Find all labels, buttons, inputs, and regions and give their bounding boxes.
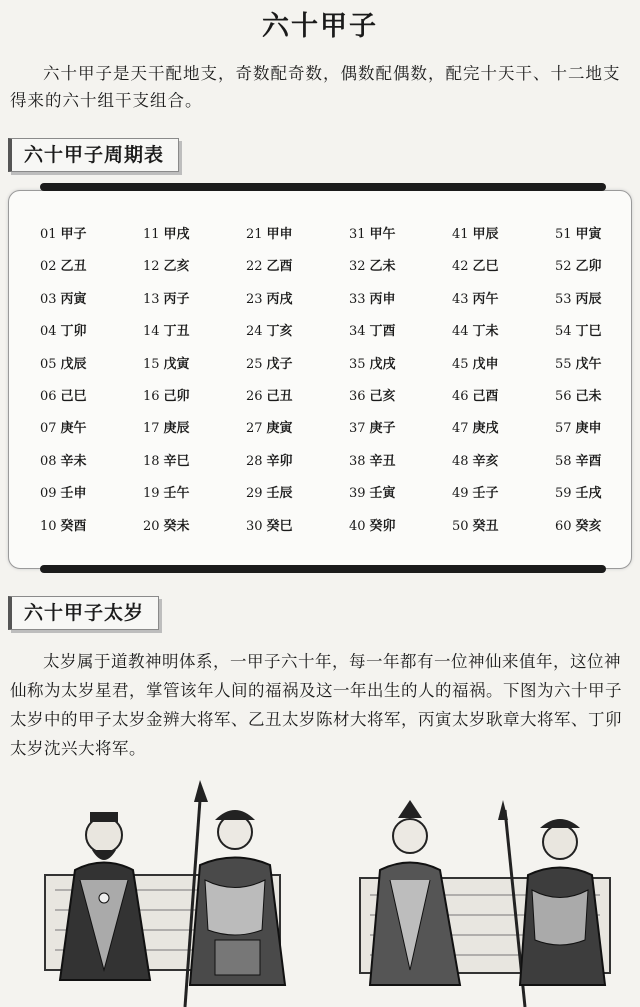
ganzhi-name: 庚子 — [369, 421, 396, 437]
ganzhi-number: 58 — [555, 453, 572, 469]
ganzhi-name: 己亥 — [369, 388, 396, 404]
ganzhi-name: 庚寅 — [266, 421, 293, 437]
ganzhi-name: 癸卯 — [369, 518, 396, 534]
ganzhi-number: 40 — [349, 518, 366, 534]
ganzhi-number: 22 — [246, 259, 263, 275]
ganzhi-name: 壬戌 — [575, 486, 602, 502]
ganzhi-cell — [143, 290, 246, 322]
ganzhi-number: 39 — [349, 486, 366, 502]
ganzhi-name: 壬寅 — [369, 486, 396, 502]
ganzhi-name: 癸巳 — [266, 518, 293, 534]
ganzhi-number: 26 — [246, 388, 263, 404]
ganzhi-number: 34 — [349, 324, 366, 340]
ganzhi-number: 46 — [452, 388, 469, 404]
ganzhi-cell — [349, 517, 452, 549]
ganzhi-number: 08 — [40, 453, 57, 469]
ganzhi-number: 16 — [143, 388, 160, 404]
ganzhi-cell — [452, 387, 555, 419]
ganzhi-name: 乙酉 — [266, 259, 293, 275]
ganzhi-number: 21 — [246, 227, 263, 242]
ganzhi-name: 丙午 — [472, 291, 499, 307]
ganzhi-number: 30 — [246, 518, 263, 534]
ganzhi-number: 10 — [40, 518, 57, 534]
section-heading-taisui: 六十甲子太岁 — [8, 596, 159, 630]
ganzhi-cell — [40, 484, 143, 516]
ganzhi-cell — [246, 517, 349, 549]
ganzhi-number: 20 — [143, 518, 160, 534]
ganzhi-cell — [452, 419, 555, 451]
taisui-paragraph — [10, 647, 635, 763]
ganzhi-cell — [555, 517, 640, 549]
ganzhi-number: 55 — [555, 356, 572, 372]
ganzhi-number: 52 — [555, 259, 572, 275]
ganzhi-cell — [40, 257, 143, 289]
general-figure-1 — [60, 812, 150, 980]
taisui-generals-illustration — [0, 770, 640, 1007]
ganzhi-cell — [143, 452, 246, 484]
ganzhi-name: 丙戌 — [266, 291, 293, 307]
ganzhi-cell — [555, 290, 640, 322]
table-bottom-bar — [40, 565, 606, 573]
ganzhi-name: 己酉 — [472, 388, 499, 404]
ganzhi-name: 乙巳 — [472, 259, 499, 275]
ganzhi-cell — [349, 452, 452, 484]
ganzhi-cell — [246, 290, 349, 322]
intro-paragraph: 六十甲子是天干配地支，奇数配奇数，偶数配偶数，配完十天干、十二地支得来的六十组干支组合。 — [10, 64, 621, 110]
ganzhi-number: 09 — [40, 486, 57, 502]
ganzhi-number: 44 — [452, 324, 469, 340]
ganzhi-name: 甲寅 — [575, 227, 602, 242]
ganzhi-number: 56 — [555, 388, 572, 404]
ganzhi-number: 42 — [452, 259, 469, 275]
ganzhi-number: 07 — [40, 421, 57, 437]
ganzhi-cell — [555, 355, 640, 387]
ganzhi-name: 己未 — [575, 388, 602, 404]
ganzhi-name: 甲戌 — [163, 227, 190, 242]
ganzhi-name: 己丑 — [266, 388, 293, 404]
ganzhi-name: 甲申 — [266, 227, 293, 242]
ganzhi-number: 15 — [143, 356, 160, 372]
ganzhi-cell — [40, 419, 143, 451]
ganzhi-cell — [555, 419, 640, 451]
ganzhi-name: 乙亥 — [163, 259, 190, 275]
ganzhi-cell — [143, 355, 246, 387]
ganzhi-cell — [555, 452, 640, 484]
ganzhi-name: 戊子 — [266, 356, 293, 372]
ganzhi-number: 45 — [452, 356, 469, 372]
ganzhi-cell — [40, 290, 143, 322]
page-title: 六十甲子 — [262, 11, 378, 42]
ganzhi-name: 壬辰 — [266, 486, 293, 502]
ganzhi-name: 丁亥 — [266, 324, 293, 340]
ganzhi-name: 辛未 — [60, 453, 87, 469]
ganzhi-cell — [40, 517, 143, 549]
ganzhi-cell — [40, 225, 143, 257]
ganzhi-cell — [143, 517, 246, 549]
ganzhi-cell — [452, 322, 555, 354]
ganzhi-cell — [349, 225, 452, 257]
table-top-bar — [40, 183, 606, 191]
ganzhi-cell — [246, 484, 349, 516]
ganzhi-name: 戊寅 — [163, 356, 190, 372]
ganzhi-number: 35 — [349, 356, 366, 372]
ganzhi-name: 丁巳 — [575, 324, 602, 340]
ganzhi-cell — [555, 257, 640, 289]
ganzhi-name: 癸丑 — [472, 518, 499, 534]
ganzhi-cell — [246, 225, 349, 257]
ganzhi-number: 14 — [143, 324, 160, 340]
ganzhi-cell — [555, 484, 640, 516]
ganzhi-number: 43 — [452, 291, 469, 307]
ganzhi-number: 48 — [452, 453, 469, 469]
ganzhi-cell — [452, 517, 555, 549]
ganzhi-cell — [349, 355, 452, 387]
ganzhi-name: 丙申 — [369, 291, 396, 307]
ganzhi-name: 辛酉 — [575, 453, 602, 469]
ganzhi-number: 23 — [246, 291, 263, 307]
ganzhi-cell — [349, 322, 452, 354]
ganzhi-cell — [349, 290, 452, 322]
ganzhi-cell — [246, 419, 349, 451]
ganzhi-cell — [143, 387, 246, 419]
ganzhi-number: 28 — [246, 453, 263, 469]
ganzhi-name: 庚戌 — [472, 421, 499, 437]
ganzhi-name: 庚午 — [60, 421, 87, 437]
ganzhi-cell — [555, 225, 640, 257]
ganzhi-name: 戊申 — [472, 356, 499, 372]
ganzhi-number: 17 — [143, 421, 160, 437]
ganzhi-name: 丁丑 — [163, 324, 190, 340]
ganzhi-cell — [452, 355, 555, 387]
ganzhi-number: 33 — [349, 291, 366, 307]
ganzhi-cell — [143, 225, 246, 257]
ganzhi-name: 壬申 — [60, 486, 87, 502]
ganzhi-name: 丁未 — [472, 324, 499, 340]
ganzhi-name: 戊戌 — [369, 356, 396, 372]
ganzhi-name: 癸酉 — [60, 518, 87, 534]
ganzhi-cell — [143, 484, 246, 516]
ganzhi-number: 57 — [555, 421, 572, 437]
ganzhi-cell — [40, 452, 143, 484]
ganzhi-number: 60 — [555, 518, 572, 534]
general-figure-4 — [498, 800, 605, 1007]
ganzhi-name: 甲辰 — [472, 227, 499, 242]
ganzhi-cell — [452, 484, 555, 516]
ganzhi-number: 59 — [555, 486, 572, 502]
ganzhi-name: 甲子 — [60, 227, 87, 242]
ganzhi-number: 06 — [40, 388, 57, 404]
ganzhi-name: 戊辰 — [60, 356, 87, 372]
ganzhi-number: 37 — [349, 421, 366, 437]
ganzhi-name: 丙寅 — [60, 291, 87, 307]
general-figure-2 — [185, 780, 285, 1007]
ganzhi-number: 25 — [246, 356, 263, 372]
ganzhi-name: 丙子 — [163, 291, 190, 307]
ganzhi-number: 31 — [349, 227, 366, 242]
ganzhi-number: 04 — [40, 324, 57, 340]
ganzhi-number: 02 — [40, 259, 57, 275]
ganzhi-number: 54 — [555, 324, 572, 340]
ganzhi-number: 18 — [143, 453, 160, 469]
ganzhi-cell — [452, 290, 555, 322]
ganzhi-name: 壬子 — [472, 486, 499, 502]
ganzhi-cell — [246, 322, 349, 354]
ganzhi-cell — [452, 257, 555, 289]
ganzhi-name: 甲午 — [369, 227, 396, 242]
ganzhi-number: 27 — [246, 421, 263, 437]
ganzhi-name: 丁酉 — [369, 324, 396, 340]
ganzhi-name: 乙丑 — [60, 259, 87, 275]
ganzhi-name: 庚辰 — [163, 421, 190, 437]
ganzhi-cell — [246, 257, 349, 289]
ganzhi-name: 癸亥 — [575, 518, 602, 534]
ganzhi-name: 庚申 — [575, 421, 602, 437]
ganzhi-name: 壬午 — [163, 486, 190, 502]
ganzhi-cell — [40, 322, 143, 354]
ganzhi-number: 53 — [555, 291, 572, 307]
ganzhi-name: 乙卯 — [575, 259, 602, 275]
ganzhi-name: 辛丑 — [369, 453, 396, 469]
ganzhi-number: 49 — [452, 486, 469, 502]
ganzhi-cell — [555, 387, 640, 419]
ganzhi-name: 癸未 — [163, 518, 190, 534]
ganzhi-cell — [349, 387, 452, 419]
ganzhi-cell — [246, 452, 349, 484]
ganzhi-cell — [143, 419, 246, 451]
ganzhi-cell — [40, 387, 143, 419]
ganzhi-name: 辛亥 — [472, 453, 499, 469]
ganzhi-name: 辛巳 — [163, 453, 190, 469]
ganzhi-number: 11 — [143, 227, 160, 242]
ganzhi-number: 03 — [40, 291, 57, 307]
ganzhi-cell — [349, 484, 452, 516]
ganzhi-name: 戊午 — [575, 356, 602, 372]
ganzhi-cell — [349, 419, 452, 451]
taisui-text: 太岁属于道教神明体系，一甲子六十年，每一年都有一位神仙来值年，这位神仙称为太岁星君，掌管该年人间的福祸及这一年出生的人的福祸。下图为六十甲子太岁中的甲子太岁金辨大将军、乙丑太岁陈材大将军，丙寅太岁耿章大将军、丁卯太岁沈兴大将军。 — [10, 652, 622, 758]
ganzhi-name: 乙未 — [369, 259, 396, 275]
ganzhi-name: 己卯 — [163, 388, 190, 404]
ganzhi-cell — [246, 355, 349, 387]
ganzhi-number: 41 — [452, 227, 469, 242]
ganzhi-cell — [143, 257, 246, 289]
ganzhi-number: 13 — [143, 291, 160, 307]
ganzhi-grid — [40, 225, 620, 549]
ganzhi-cell — [246, 387, 349, 419]
ganzhi-number: 47 — [452, 421, 469, 437]
ganzhi-number: 05 — [40, 356, 57, 372]
ganzhi-name: 辛卯 — [266, 453, 293, 469]
ganzhi-number: 51 — [555, 227, 572, 242]
ganzhi-cell — [452, 225, 555, 257]
ganzhi-cell — [40, 355, 143, 387]
ganzhi-cell — [349, 257, 452, 289]
ganzhi-number: 36 — [349, 388, 366, 404]
ganzhi-number: 32 — [349, 259, 366, 275]
ganzhi-cell — [555, 322, 640, 354]
ganzhi-number: 50 — [452, 518, 469, 534]
ganzhi-cell — [452, 452, 555, 484]
ganzhi-number: 29 — [246, 486, 263, 502]
ganzhi-number: 38 — [349, 453, 366, 469]
section-heading-cycle-table: 六十甲子周期表 — [8, 138, 179, 172]
ganzhi-number: 24 — [246, 324, 263, 340]
ganzhi-number: 12 — [143, 259, 160, 275]
ganzhi-name: 丙辰 — [575, 291, 602, 307]
ganzhi-cell — [143, 322, 246, 354]
ganzhi-name: 己巳 — [60, 388, 87, 404]
ganzhi-number: 01 — [40, 227, 57, 242]
ganzhi-name: 丁卯 — [60, 324, 87, 340]
ganzhi-number: 19 — [143, 486, 160, 502]
